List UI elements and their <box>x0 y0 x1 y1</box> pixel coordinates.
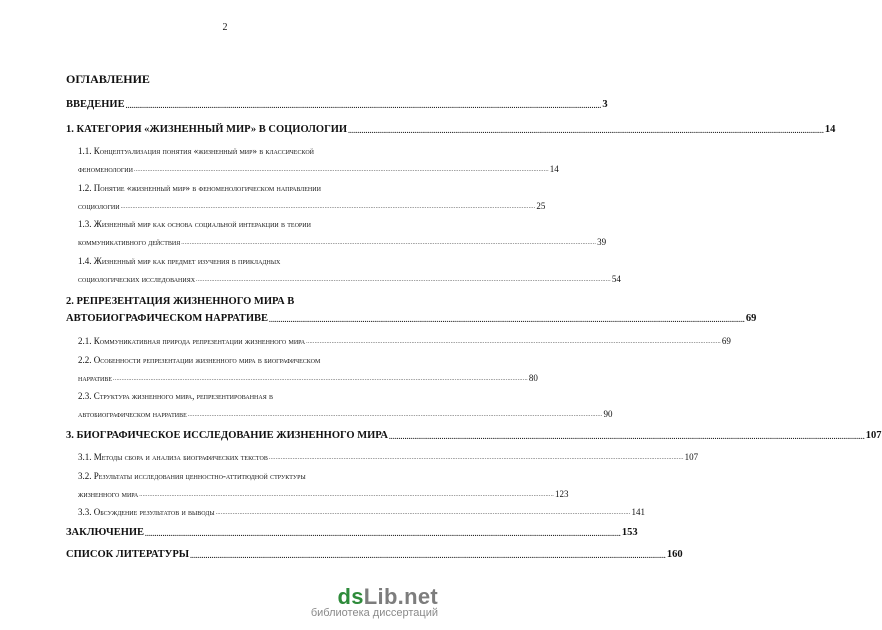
toc-page-number: 3 <box>602 99 608 110</box>
toc-entry-3-2-line1: 3.2. Результаты исследования ценностно-аттитюдной структуры <box>78 471 306 481</box>
toc-page-number: 69 <box>721 336 731 346</box>
dot-leader: .................................................................................................................................................................................................................................................... <box>348 127 824 135</box>
toc-entry-2-2[interactable] <box>78 372 538 384</box>
dslib-watermark <box>311 584 438 619</box>
toc-entry-1-4-line1: 1.4. Жизненный мир как предмет изучения в прикладных <box>78 256 281 266</box>
dot-leader: .................................................................................................................................................................................................................................................... <box>139 492 554 498</box>
dslib-subtitle: библиотека диссертаций <box>310 607 438 619</box>
toc-page-number: 123 <box>555 489 569 499</box>
toc-page-number: 80 <box>528 373 538 383</box>
toc-entry-label: 2.1. Коммуникативная природа репрезентации жизненного мира <box>78 336 306 346</box>
toc-page-number: 107 <box>865 430 882 441</box>
toc-entry-chapter-2-line1: 2. РЕПРЕЗЕНТАЦИЯ ЖИЗНЕННОГО МИРА В <box>66 296 295 307</box>
toc-page-number: 14 <box>824 124 836 135</box>
toc-entry-label: АВТОБИОГРАФИЧЕСКОМ НАРРАТИВЕ <box>66 313 269 324</box>
toc-page-number: 141 <box>631 507 645 517</box>
toc-page-number: 160 <box>666 549 683 560</box>
toc-page-number: 69 <box>745 313 757 324</box>
toc-entry-label: ВВЕДЕНИЕ <box>66 99 125 110</box>
toc-entry-chapter-3[interactable] <box>66 430 882 442</box>
dot-leader: .................................................................................................................................................................................................................................................... <box>181 240 597 246</box>
dot-leader: .................................................................................................................................................................................................................................................... <box>120 204 536 210</box>
toc-entry-1-1[interactable] <box>78 163 559 175</box>
toc-entry-1-2[interactable] <box>78 200 546 212</box>
dot-leader: .................................................................................................................................................................................................................................................... <box>125 102 602 110</box>
toc-page-number: 54 <box>611 274 621 284</box>
toc-entry-3-3[interactable] <box>78 506 645 518</box>
toc-entry-1-3-line1: 1.3. Жизненный мир как основа социальной интеракции в теории <box>78 219 311 229</box>
toc-entry-3-1[interactable] <box>78 451 699 463</box>
toc-entry-label: 1. КАТЕГОРИЯ «ЖИЗНЕННЫЙ МИР» В СОЦИОЛОГИИ <box>66 124 348 135</box>
dot-leader: .................................................................................................................................................................................................................................................... <box>388 433 865 441</box>
toc-entry-2-3[interactable] <box>78 408 613 420</box>
toc-page-number: 25 <box>536 201 546 211</box>
toc-entry-3-2[interactable] <box>78 488 569 500</box>
toc-entry-label: социологии <box>78 201 120 211</box>
toc-entry-label: 3. БИОГРАФИЧЕСКОЕ ИССЛЕДОВАНИЕ ЖИЗНЕННОГО МИРА <box>66 430 388 441</box>
toc-page-number: 90 <box>603 409 613 419</box>
toc-entry-label: СПИСОК ЛИТЕРАТУРЫ <box>66 549 190 560</box>
toc-entry-label: социологических исследованиях <box>78 274 196 284</box>
dot-leader: .................................................................................................................................................................................................................................................... <box>306 339 721 345</box>
toc-entry-1-1-line1: 1.1. Концептуализация понятия «жизненный мир» в классической <box>78 146 314 156</box>
toc-entry-chapter-1[interactable] <box>66 124 836 136</box>
toc-entry-2-2-line1: 2.2. Особенности репрезентации жизненного мира в биографическом <box>78 355 321 365</box>
toc-entry-label: коммуникативного действия <box>78 237 181 247</box>
toc-entry-1-2-line1: 1.2. Понятие «жизненный мир» в феноменологическом направлении <box>78 183 321 193</box>
toc-entry-references[interactable] <box>66 549 683 561</box>
toc-entry-label: 3.3. Обсуждение результатов и выводы <box>78 507 215 517</box>
toc-entry-label: феноменологии <box>78 164 133 174</box>
toc-entry-introduction[interactable] <box>66 99 608 111</box>
page-number: 2 <box>222 22 228 33</box>
toc-entry-1-3[interactable] <box>78 236 607 248</box>
toc-entry-label: жизненного мира <box>78 489 139 499</box>
dot-leader: .................................................................................................................................................................................................................................................... <box>196 277 611 283</box>
toc-page-number: 39 <box>597 237 607 247</box>
toc-entry-conclusion[interactable] <box>66 527 638 539</box>
dot-leader: .................................................................................................................................................................................................................................................... <box>269 316 745 324</box>
dot-leader: .................................................................................................................................................................................................................................................... <box>113 376 528 382</box>
dslib-logo: dsLib.net <box>337 584 438 609</box>
toc-entry-label: ЗАКЛЮЧЕНИЕ <box>66 527 145 538</box>
dot-leader: .................................................................................................................................................................................................................................................... <box>133 167 549 173</box>
dot-leader: .................................................................................................................................................................................................................................................... <box>190 552 666 560</box>
toc-entry-2-3-line1: 2.3. Структура жизненного мира, репрезентированная в <box>78 391 273 401</box>
dot-leader: .................................................................................................................................................................................................................................................... <box>268 455 684 461</box>
toc-title: ОГЛАВЛЕНИЕ <box>66 72 150 86</box>
toc-entry-2-1[interactable] <box>78 335 731 347</box>
toc-entry-1-4[interactable] <box>78 273 621 285</box>
toc-entry-label: нарративе <box>78 373 113 383</box>
dot-leader: .................................................................................................................................................................................................................................................... <box>215 510 631 516</box>
toc-entry-label: 3.1. Методы сбора и анализа биографических текстов <box>78 452 268 462</box>
toc-page-number: 107 <box>684 452 699 462</box>
toc-page-number: 153 <box>621 527 638 538</box>
dot-leader: .................................................................................................................................................................................................................................................... <box>145 530 621 538</box>
toc-page-number: 14 <box>549 164 559 174</box>
dot-leader: .................................................................................................................................................................................................................................................... <box>187 412 603 418</box>
toc-entry-chapter-2[interactable] <box>66 313 757 325</box>
toc-entry-label: автобиографическом нарративе <box>78 409 187 419</box>
